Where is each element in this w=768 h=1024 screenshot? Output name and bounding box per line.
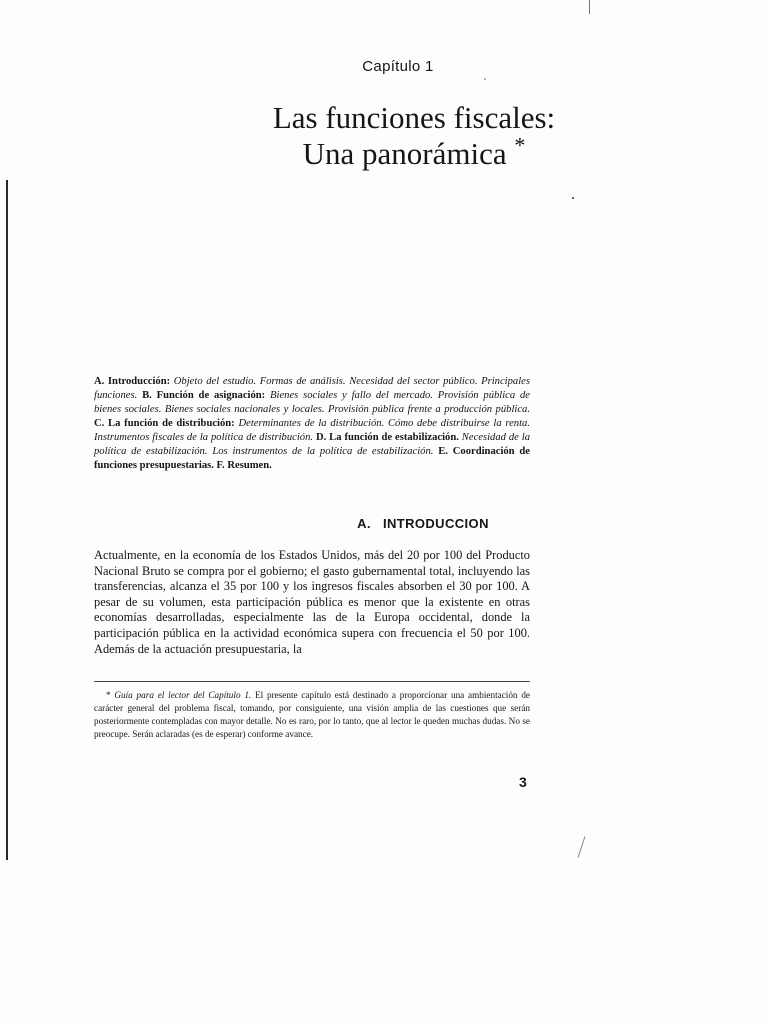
scan-speck [572,197,574,199]
summary-b-text: Bienes sociales y fallo del mercado. Provisión pública de bienes sociales. Bienes sociales nacionales y locales. Provisión pública frente a producción pública. [94,390,530,415]
summary-a-text: Objeto del estudio. Formas de análisis. Necesidad del sector público. Principales funciones. [94,376,530,401]
summary-a-label: A. Introducción: [94,376,171,387]
summary-e-label: E. Coordinación de funciones presupuestarias. [94,446,530,471]
summary-b-label: B. Función de asignación: [142,390,266,401]
footnote-text: El presente capítulo está destinado a proporcionar una ambientación de carácter general del problema fiscal, tomando, por consiguiente, una visión amplia de las cuestiones que serán posteriormente contempladas con mayor detalle. No es raro, por lo tanto, que al lector le queden muchas dudas. No se preocupe. Serán aclaradas (es de esperar) conforme avance. [94,690,530,739]
body-paragraph: Actualmente, en la economía de los Estados Unidos, más del 20 por 100 del Producto Nacional Bruto se compra por el gobierno; el gasto gubernamental total, incluyendo las transferencias, alcanza el 35 por 100 y los ingresos fiscales absorben el 30 por 100. A pesar de su volumen, esta participación pública es menor que la existente en otras economías desarrolladas, especialmente las de la Europa occidental, donde la participación pública en la actividad económica supera con frecuencia el 50 por 100. Además de la actuación presupuestaria, la [94,548,530,656]
page-number: 3 [519,774,527,790]
title-line-1: Las funciones fiscales: [272,100,556,135]
summary-f-label: F. Resumen. [216,460,272,471]
scan-speck [484,78,486,80]
chapter-summary [94,375,530,473]
summary-d-text: Necesidad de la política de estabilización. Los instrumentos de la política de estabilización. [94,432,530,457]
chapter-title [0,100,768,172]
section-letter: A. [357,516,371,531]
title-line-2 [60,132,768,172]
footnote-italic: Guía para el lector del Capítulo 1. [114,690,252,700]
section-heading-text: INTRODUCCION [382,516,489,531]
footnote-marker: * [106,690,111,700]
title-footnote-marker: * [514,132,526,158]
summary-c-text: Determinantes de la distribución. Cómo debe distribuirse la renta. Instrumentos fiscales de la política de distribución. [94,418,530,443]
scan-artifact-mark [589,0,590,14]
summary-d-label: D. La función de estabilización. [315,432,459,443]
section-heading [0,516,768,531]
title-line-2-text: Una panorámica [302,136,507,171]
summary-c-label: C. La función de distribución: [94,418,235,429]
footnote [94,689,530,741]
chapter-label: Capítulo 1 [362,58,434,75]
footnote-rule [94,681,530,682]
scan-scratch [578,836,586,857]
